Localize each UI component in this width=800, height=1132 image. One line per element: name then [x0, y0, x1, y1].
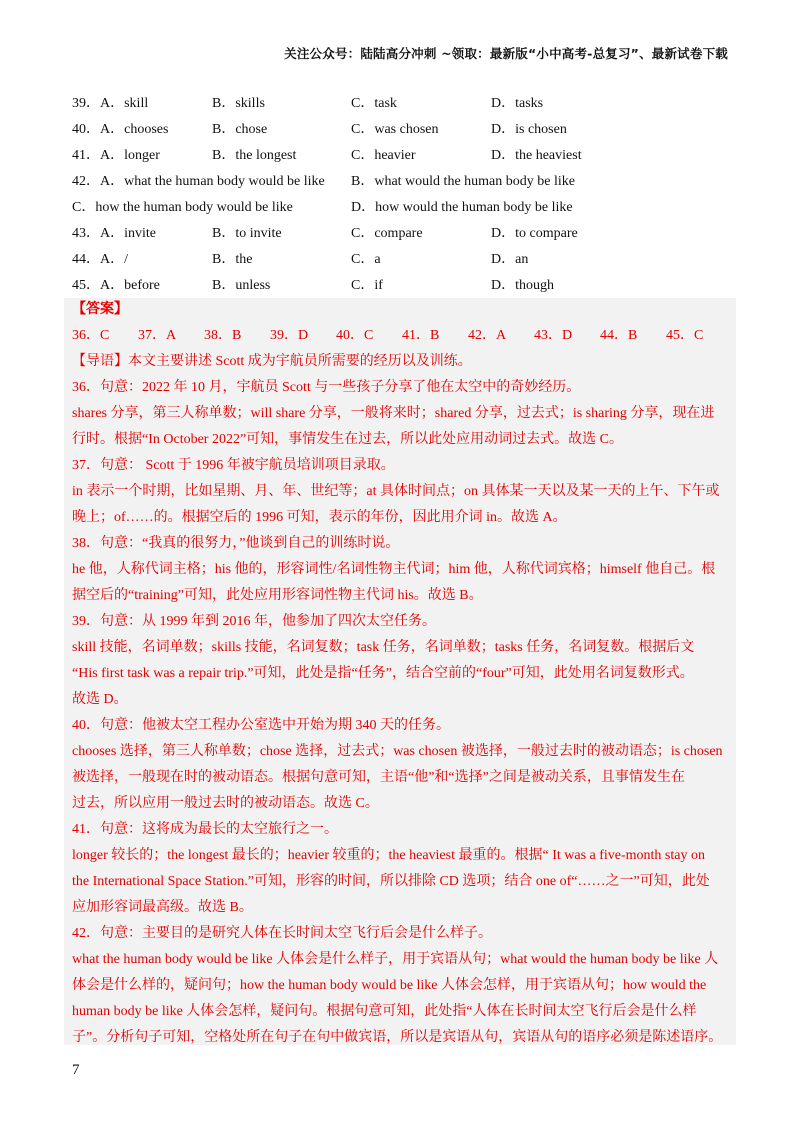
- option-c: C．task: [351, 96, 397, 111]
- option-b: B．unless: [212, 278, 271, 293]
- explanation-line: 故选 D。: [72, 692, 128, 707]
- option-a: 39．A．skill: [72, 96, 149, 111]
- option-a: 41．A．longer: [72, 148, 160, 163]
- explanation-line: 体会是什么样的，疑问句；how the human body would be like 人体会怎样，用于宾语从句；how would the: [72, 978, 707, 993]
- option-a: 44．A．/: [72, 252, 128, 267]
- explanation-line: 子”。分析句子可知，空格处所在句子在句中做宾语，所以是宾语从句，宾语从句的语序必须是陈述语序。: [72, 1030, 723, 1045]
- answer-key-row: [72, 326, 732, 346]
- explanation-line: the International Space Station.”可知，形容的时间，所以排除 CD 选项；结合 one of“……之一”可知，此处: [72, 874, 710, 889]
- explanation-line: “His first task was a repair trip.”可知，此处是指“任务”，结合空前的“four”可知，此处用名词复数形式。: [72, 666, 694, 681]
- option-d: D．is chosen: [491, 122, 567, 137]
- option-a: 42．A．what the human body would be like: [72, 174, 325, 189]
- explanation-line: 晚上；of……的。根据空后的 1996 可知，表示的年份，因此用介词 in。故选 A。: [72, 510, 567, 525]
- explanation-line: 38．句意：“我真的很努力，”他谈到自己的训练时说。: [72, 536, 400, 551]
- explanation-line: skill 技能，名词单数；skills 技能，名词复数；task 任务，名词单数；tasks 任务，名词复数。根据后文: [72, 640, 695, 655]
- option-c: C．heavier: [351, 148, 416, 163]
- answer-item: 45．C: [666, 328, 704, 343]
- explanation-line: in 表示一个时期，比如星期、月、年、世纪等；at 具体时间点；on 具体某一天以及某一天的上午、下午或: [72, 484, 720, 499]
- answer-item: 39．D: [270, 328, 309, 343]
- explanation-line: 行时。根据“In October 2022”可知，事情发生在过去，所以此处应用动词过去式。故选 C。: [72, 432, 624, 447]
- option-d: D．the heaviest: [491, 148, 582, 163]
- answer-item: 40．C: [336, 328, 374, 343]
- option-a: 40．A．chooses: [72, 122, 169, 137]
- answer-item: 37．A: [138, 328, 177, 343]
- explanation-line: 据空后的“training”可知，此处应用形容词性物主代词 his。故选 B。: [72, 588, 483, 603]
- explanation-line: longer 较长的；the longest 最长的；heavier 较重的；the heaviest 最重的。根据“ It was a five-month stay on: [72, 848, 705, 863]
- option-c: C．a: [351, 252, 381, 267]
- option-c: C．if: [351, 278, 383, 293]
- answer-item: 44．B: [600, 328, 638, 343]
- explanation-line: what the human body would be like 人体会是什么样子，用于宾语从句；what would the human body be like 人: [72, 952, 719, 967]
- explanation-line: 37．句意： Scott 于 1996 年被宇航员培训项目录取。: [72, 458, 395, 473]
- explanation-line: 应加形容词最高级。故选 B。: [72, 900, 253, 915]
- explanation-line: 39．句意：从 1999 年到 2016 年，他参加了四次太空任务。: [72, 614, 436, 629]
- answer-item: 41．B: [402, 328, 440, 343]
- option-d: D．tasks: [491, 96, 544, 111]
- option-d: D．to compare: [491, 226, 578, 241]
- option-d: D．an: [491, 252, 529, 267]
- explanation-line: human body be like 人体会怎样，疑问句。根据句意可知，此处指“人体在长时间太空飞行后会是什么样: [72, 1004, 697, 1019]
- option-b: B．the: [212, 252, 253, 267]
- option-b: B．skills: [212, 96, 265, 111]
- option-d: D．how would the human body be like: [351, 200, 573, 215]
- explanation-line: 被选择，一般现在时的被动语态。根据句意可知，主语“他”和“选择”之间是被动关系，且事情发生在: [72, 770, 685, 785]
- page-number: 7: [72, 1062, 80, 1078]
- option-c: C．was chosen: [351, 122, 439, 137]
- answer-item: 36．C: [72, 328, 110, 343]
- option-d: D．though: [491, 278, 554, 293]
- explanation-line: 40．句意：他被太空工程办公室选中开始为期 340 天的任务。: [72, 718, 450, 733]
- explanation-line: chooses 选择，第三人称单数；chose 选择，过去式；was chosen 被选择，一般过去时的被动语态；is chosen: [72, 744, 723, 759]
- explanation-line: he 他，人称代词主格；his 他的，形容词性/名词性物主代词；him 他，人称代词宾格；himself 他自己。根: [72, 562, 716, 577]
- answer-item: 42．A: [468, 328, 507, 343]
- explanation-line: 【导语】本文主要讲述 Scott 成为宇航员所需要的经历以及训练。: [72, 354, 472, 369]
- option-b: B．to invite: [212, 226, 282, 241]
- explanation-line: 41．句意：这将成为最长的太空旅行之一。: [72, 822, 338, 837]
- option-b: B．what would the human body be like: [351, 174, 575, 189]
- explanation-line: 36．句意：2022 年 10 月，宇航员 Scott 与一些孩子分享了他在太空中的奇妙经历。: [72, 380, 581, 395]
- explanation-line: 42．句意：主要目的是研究人体在长时间太空飞行后会是什么样子。: [72, 926, 492, 941]
- option-c: C．how the human body would be like: [72, 200, 293, 215]
- answer-item: 38．B: [204, 328, 242, 343]
- explanation-line: 过去，所以应用一般过去时的被动语态。故选 C。: [72, 796, 379, 811]
- answer-title: 【答案】: [72, 302, 128, 317]
- explanation-line: shares 分享，第三人称单数；will share 分享，一般将来时；shared 分享，过去式；is sharing 分享，现在进: [72, 406, 715, 421]
- option-b: B．the longest: [212, 148, 297, 163]
- option-a: 45．A．before: [72, 278, 160, 293]
- option-c: C．compare: [351, 226, 423, 241]
- option-a: 43．A．invite: [72, 226, 156, 241]
- answer-item: 43．D: [534, 328, 573, 343]
- option-b: B．chose: [212, 122, 268, 137]
- page-header: 关注公众号：陆陆高分冲刺 ~领取：最新版“小中高考-总复习”、最新试卷下载: [284, 46, 728, 61]
